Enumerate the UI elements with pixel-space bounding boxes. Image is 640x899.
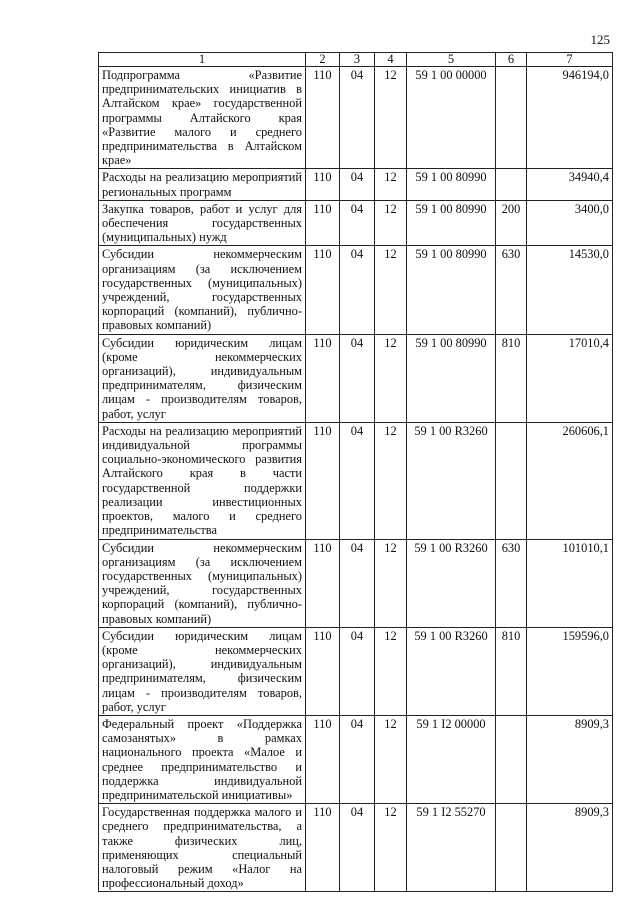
row-code-rz: 04 [340,334,375,422]
row-amount: 260606,1 [527,422,613,539]
row-code-csr: 59 1 00 R3260 [407,539,496,627]
row-code-vr: 630 [496,246,527,334]
row-code-pr: 12 [375,539,407,627]
row-code-vr [496,422,527,539]
row-code-gr: 110 [306,804,340,892]
table-row [99,422,613,539]
row-code-rz: 04 [340,200,375,246]
row-code-pr: 12 [375,246,407,334]
row-code-pr: 12 [375,169,407,200]
row-code-csr: 59 1 I2 55270 [407,804,496,892]
row-code-pr: 12 [375,715,407,803]
table-row [99,334,613,422]
table-row [99,539,613,627]
row-code-rz: 04 [340,627,375,715]
row-description: Субсидии некоммерческим организациям (за исключением государственных (муниципальных) учреждений, государственных корпораций (компаний), публично-правовых компаний) [99,246,306,334]
row-amount: 8909,3 [527,715,613,803]
table-row [99,200,613,246]
row-amount: 101010,1 [527,539,613,627]
row-code-vr [496,67,527,169]
row-code-vr: 810 [496,334,527,422]
row-code-rz: 04 [340,715,375,803]
table-row [99,169,613,200]
table-row [99,627,613,715]
row-description: Расходы на реализацию мероприятий региональных программ [99,169,306,200]
row-description: Расходы на реализацию мероприятий индивидуальной программы социально-экономического развития Алтайского края в части государственной поддержки реализации инвестиционных проектов, малого и среднего предпринимательства [99,422,306,539]
row-code-rz: 04 [340,804,375,892]
row-code-csr: 59 1 00 R3260 [407,422,496,539]
row-description: Государственная поддержка малого и среднего предпринимательства, а также физических лиц, применяющих специальный налоговый режим «Налог на профессиональный доход» [99,804,306,892]
row-amount: 8909,3 [527,804,613,892]
row-code-pr: 12 [375,804,407,892]
row-description: Закупка товаров, работ и услуг для обеспечения государственных (муниципальных) нужд [99,200,306,246]
row-description: Субсидии некоммерческим организациям (за исключением государственных (муниципальных) учреждений, государственных корпораций (компаний), публично-правовых компаний) [99,539,306,627]
row-code-vr [496,715,527,803]
row-code-gr: 110 [306,422,340,539]
row-code-rz: 04 [340,169,375,200]
row-code-pr: 12 [375,334,407,422]
budget-table [98,52,613,892]
row-code-gr: 110 [306,246,340,334]
table-row [99,246,613,334]
row-code-gr: 110 [306,169,340,200]
header-cell: 2 [306,53,340,67]
row-amount: 34940,4 [527,169,613,200]
row-code-gr: 110 [306,715,340,803]
row-code-csr: 59 1 00 80990 [407,169,496,200]
row-amount: 17010,4 [527,334,613,422]
row-code-pr: 12 [375,627,407,715]
row-code-gr: 110 [306,200,340,246]
row-description: Подпрограмма «Развитие предпринимательских инициатив в Алтайском крае» государственной программы Алтайского края «Развитие малого и среднего предпринимательства в Алтайском крае» [99,67,306,169]
row-code-csr: 59 1 00 00000 [407,67,496,169]
row-code-csr: 59 1 00 80990 [407,246,496,334]
row-code-pr: 12 [375,67,407,169]
header-row [99,53,613,67]
row-code-rz: 04 [340,422,375,539]
row-code-vr [496,804,527,892]
row-amount: 3400,0 [527,200,613,246]
table-row [99,715,613,803]
row-code-csr: 59 1 00 80990 [407,334,496,422]
header-cell: 4 [375,53,407,67]
header-cell: 7 [527,53,613,67]
row-code-rz: 04 [340,246,375,334]
table-row [99,804,613,892]
row-description: Субсидии юридическим лицам (кроме некоммерческих организаций), индивидуальным предпринимателям, физическим лицам - производителям товаров, работ, услуг [99,627,306,715]
table-row [99,67,613,169]
header-cell: 3 [340,53,375,67]
row-code-vr: 200 [496,200,527,246]
row-code-csr: 59 1 00 R3260 [407,627,496,715]
row-code-gr: 110 [306,67,340,169]
row-code-gr: 110 [306,539,340,627]
header-cell: 6 [496,53,527,67]
row-description: Субсидии юридическим лицам (кроме некоммерческих организаций), индивидуальным предпринимателям, физическим лицам - производителям товаров, работ, услуг [99,334,306,422]
row-code-vr: 630 [496,539,527,627]
row-amount: 159596,0 [527,627,613,715]
row-amount: 946194,0 [527,67,613,169]
row-code-rz: 04 [340,539,375,627]
row-code-vr [496,169,527,200]
header-cell: 1 [99,53,306,67]
row-code-pr: 12 [375,422,407,539]
row-amount: 14530,0 [527,246,613,334]
row-code-csr: 59 1 I2 00000 [407,715,496,803]
row-code-rz: 04 [340,67,375,169]
row-code-csr: 59 1 00 80990 [407,200,496,246]
row-description: Федеральный проект «Поддержка самозанятых» в рамках национального проекта «Малое и среднее предпринимательство и поддержка индивидуальной предпринимательской инициативы» [99,715,306,803]
row-code-gr: 110 [306,334,340,422]
table-body [99,67,613,892]
row-code-gr: 110 [306,627,340,715]
page-number: 125 [590,32,610,47]
header-cell: 5 [407,53,496,67]
row-code-pr: 12 [375,200,407,246]
row-code-vr: 810 [496,627,527,715]
